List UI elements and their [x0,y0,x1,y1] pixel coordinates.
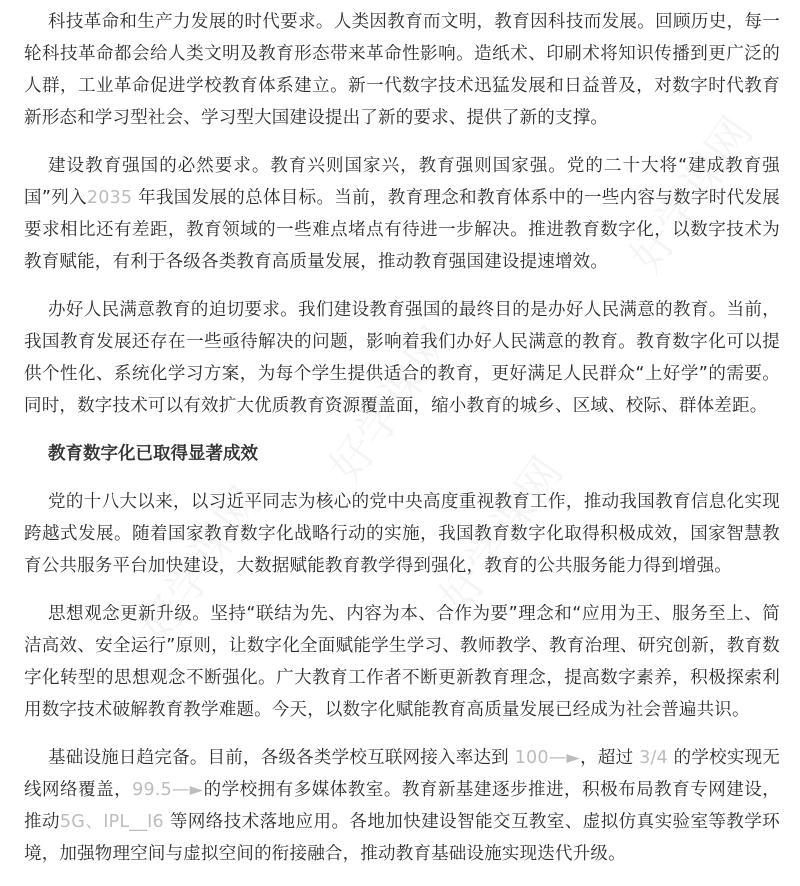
paragraph-satisfactory-education: 办好人民满意教育的迫切要求。我们建设教育强国的最终目的是办好人民满意的教育。当前，我国教育发展还存在一些亟待解决的问题，影响着我们办好人民满意的教育。教育数字化可以提供个性化、系统化学习方案，为每个学生提供适合的教育，更好满足人民群众“上好学”的需要。同时，数字技术可以有效扩大优质教育资源覆盖面，缩小教育的城乡、区域、校际、群体差距。 [24,300,780,416]
section-heading: 教育数字化已取得显著成效 [48,444,258,464]
paragraph-since-18th-congress: 党的十八大以来，以习近平同志为核心的党中央高度重视教育工作，推动我国教育信息化实现跨越式发展。随着国家教育数字化战略行动的实施，我国教育数字化取得积极成效，国家智慧教育公共服务平台加快建设，大数据赋能教育教学得到强化，教育的公共服务能力得到增强。 [24,492,780,576]
paragraph-text: 建设教育强国的必然要求。教育兴则国家兴，教育强则国家强。党的二十大将“建成教育强国”列入 [24,156,780,208]
paragraph-text: ，超过 [580,748,640,768]
paragraph-tech-revolution: 科技革命和生产力发展的时代要求。人类因教育而文明，教育因科技而发展。回顾历史，每一轮科技革命都会给人类文明及教育形态带来革命性影响。造纸术、印刷术将知识传播到更广泛的人群，工业革命促进学校教育体系建立。新一代数字技术迅猛发展和日益普及，对数字时代教育新形态和学习型社会、学习型大国建设提出了新的要求、提供了新的支撑。 [24,12,780,128]
multimedia-classroom-rate: 99.5—► [132,780,204,800]
internet-access-rate: 100—► [514,748,581,768]
year-number: 2035 [86,188,133,208]
paragraph-infrastructure [24,742,780,870]
network-tech-names: 5G、IPL__I6 [59,812,164,832]
paragraph-text: 年我国发展的总体目标。当前，教育理念和教育体系中的一些内容与数字时代发展要求相比还有差距，教育领域的一些难点堵点有待进一步解决。推进教育数字化，以数字技术为教育赋能，有利于各级各类教育高质量发展，推动教育强国建设提速增效。 [24,188,780,272]
paragraph-education-power [24,150,780,278]
paragraph-text: 的学校实现无线网络覆盖， [24,748,781,800]
paragraph-text: 等网络技术落地应用。各地加快建设智能交互教室、虚拟仿真实验室等教学环境，加强物理空间与虚拟空间的衔接融合，推动教育基础设施实现迭代升级。 [24,812,780,864]
wireless-coverage-fraction: 3/4 [639,748,668,768]
paragraph-text: 基础设施日趋完备。目前，各级各类学校互联网接入率达到 [48,748,515,768]
document-body [24,6,780,886]
paragraph-text: 的学校拥有多媒体教室。教育新基建逐步推进，积极布局教育专网建设，推动 [24,780,780,832]
paragraph-ideas-upgrade: 思想观念更新升级。坚持“联结为先、内容为本、合作为要”理念和“应用为王、服务至上、简洁高效、安全运行”原则，让数字化全面赋能学生学习、教师教学、教育治理、研究创新，教育数字化转型的思想观念不断强化。广大教育工作者不断更新教育理念，提高数字素养，积极探索利用数字技术破解教育教学难题。今天，以数字化赋能教育高质量发展已经成为社会普遍共识。 [24,604,780,720]
